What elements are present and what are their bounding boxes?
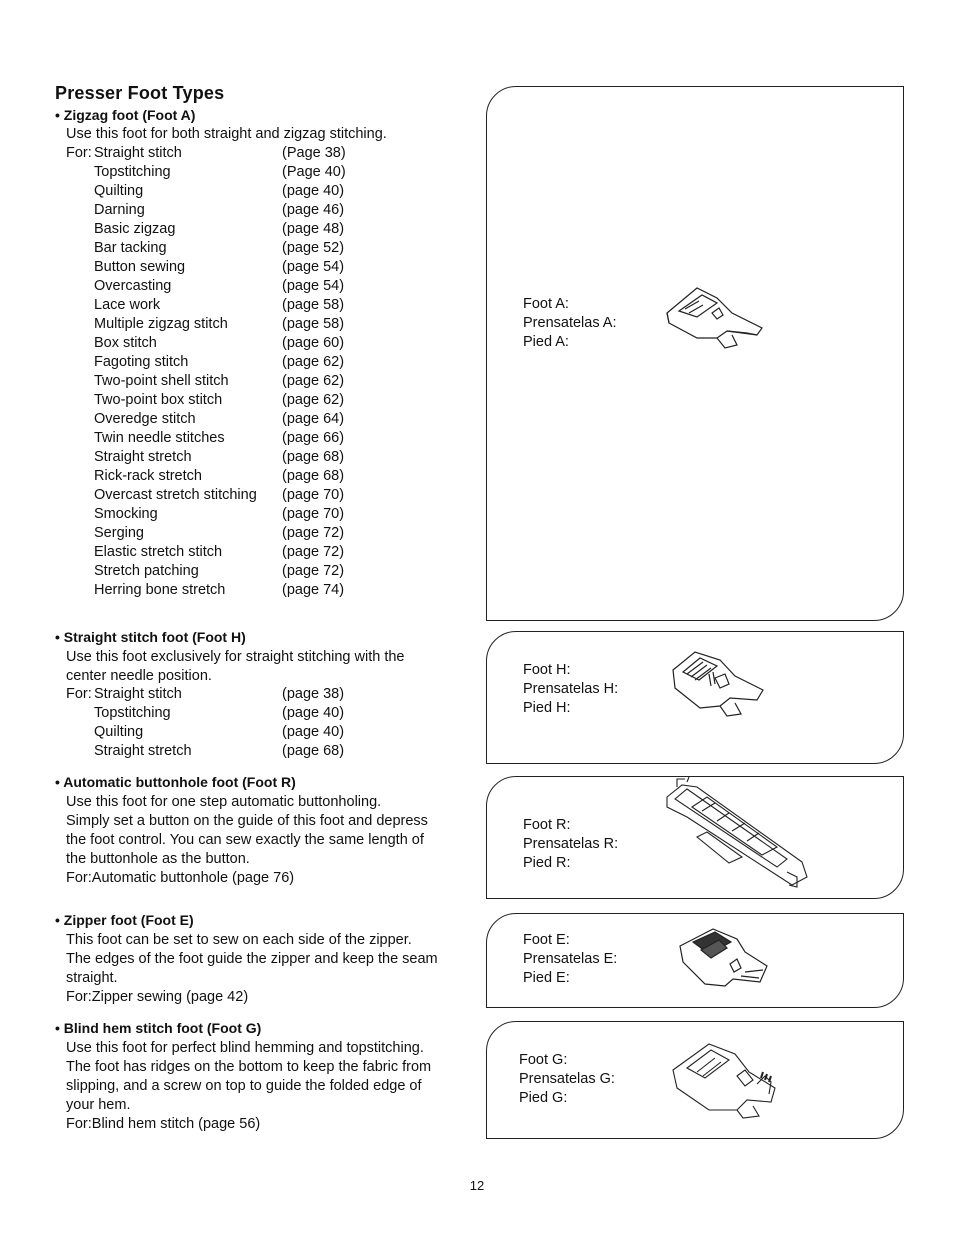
stitch-name: Bar tacking [94,240,167,256]
foot-label: Pied R: [523,855,571,871]
page-reference: (page 64) [282,411,345,427]
page-reference: (page 62) [282,392,345,408]
section-r-line: the buttonhole as the button. [66,851,250,867]
page-title: Presser Foot Types [55,83,225,103]
foot-label: Foot H: [523,662,571,678]
stitch-name: Elastic stretch stitch [94,544,223,560]
section-g-line: slipping, and a screw on top to guide the folded edge of [66,1078,422,1094]
stitch-name: Quilting [94,183,144,199]
page-reference: (page 40) [282,705,345,721]
stitch-name: Straight stretch [94,743,192,759]
foot-h-box [486,631,904,764]
foot-label: Pied H: [523,700,571,716]
section-a-for-prefix: For: [66,145,92,161]
stitch-name: Topstitching [94,705,171,721]
section-e-body [66,931,438,1007]
stitch-name: Multiple zigzag stitch [94,316,228,332]
page-reference: (page 70) [282,506,345,522]
stitch-name: Twin needle stitches [94,430,225,446]
foot-h-labels [523,661,618,718]
foot-label: Prensatelas G: [519,1071,615,1087]
page-reference: (page 72) [282,563,345,579]
page-reference: (page 40) [282,183,345,199]
stitch-name: Two-point shell stitch [94,373,229,389]
foot-r-box [486,776,904,899]
page-reference: (page 54) [282,278,345,294]
section-r-line: Use this foot for one step automatic buttonholing. [66,794,382,810]
page-reference: (page 72) [282,525,345,541]
section-g-line: your hem. [66,1097,131,1113]
foot-r-labels [523,816,618,873]
section-h-heading: • Straight stitch foot (Foot H) [55,629,246,645]
section-e-heading: • Zipper foot (Foot E) [55,912,194,928]
section-e-line: The edges of the foot guide the zipper and keep the seam [66,951,438,967]
section-h-for-prefix: For: [66,686,92,702]
section-a-heading: • Zigzag foot (Foot A) [55,107,196,123]
foot-h-illustration [665,648,775,723]
page-reference: (page 62) [282,373,345,389]
foot-label: Pied E: [523,970,570,986]
stitch-name: Serging [94,525,144,541]
stitch-name: Stretch patching [94,563,199,579]
section-g-line: For:Blind hem stitch (page 56) [66,1116,261,1132]
stitch-name: Box stitch [94,335,157,351]
foot-label: Foot E: [523,932,570,948]
page-reference: (page 48) [282,221,345,237]
page-reference: (Page 38) [282,145,346,161]
section-g-line: Use this foot for perfect blind hemming and topstitching. [66,1040,424,1056]
page-reference: (page 46) [282,202,345,218]
stitch-name: Fagoting stitch [94,354,189,370]
stitch-name: Darning [94,202,145,218]
section-r-line: For:Automatic buttonhole (page 76) [66,870,295,886]
foot-label: Prensatelas R: [523,836,619,852]
foot-a-box [486,86,904,621]
stitch-name: Rick-rack stretch [94,468,202,484]
foot-label: Prensatelas H: [523,681,619,697]
foot-r-illustration [657,777,817,897]
section-r-heading: • Automatic buttonhole foot (Foot R) [55,774,296,790]
stitch-name: Overcasting [94,278,172,294]
stitch-name: Lace work [94,297,161,313]
page-reference: (page 52) [282,240,345,256]
stitch-name: Button sewing [94,259,186,275]
section-r-line: the foot control. You can sew exactly the same length of [66,832,424,848]
section-g-heading: • Blind hem stitch foot (Foot G) [55,1020,262,1036]
page-reference: (page 72) [282,544,345,560]
section-r-body [66,793,428,888]
foot-g-illustration [667,1036,797,1131]
section-h-intro-2: center needle position. [66,668,212,684]
section-e-line: straight. [66,970,118,986]
page-reference: (page 66) [282,430,345,446]
stitch-name: Smocking [94,506,158,522]
foot-label: Pied A: [523,334,569,350]
page-reference: (page 54) [282,259,345,275]
stitch-name: Overedge stitch [94,411,196,427]
section-e-line: This foot can be set to sew on each side of the zipper. [66,932,412,948]
foot-label: Foot R: [523,817,571,833]
stitch-name: Herring bone stretch [94,582,226,598]
foot-label: Prensatelas A: [523,315,617,331]
page-number: 12 [469,1178,485,1193]
section-h-intro-1: Use this foot exclusively for straight stitching with the [66,649,405,665]
stitch-name: Straight stitch [94,686,182,702]
page-reference: (page 68) [282,468,345,484]
foot-e-illustration [675,924,785,994]
foot-a-illustration [657,283,787,363]
stitch-name: Two-point box stitch [94,392,223,408]
foot-label: Pied G: [519,1090,568,1106]
stitch-name: Quilting [94,724,144,740]
stitch-name: Basic zigzag [94,221,176,237]
section-g-body [66,1039,431,1134]
page-reference: (page 38) [282,686,345,702]
stitch-name: Straight stretch [94,449,192,465]
section-e-line: For:Zipper sewing (page 42) [66,989,249,1005]
page-reference: (page 70) [282,487,345,503]
page-reference: (page 68) [282,449,345,465]
page-reference: (Page 40) [282,164,346,180]
page-reference: (page 40) [282,724,345,740]
page-reference: (page 58) [282,297,345,313]
page-reference: (page 58) [282,316,345,332]
foot-g-labels [519,1051,615,1108]
foot-a-labels [523,295,617,352]
foot-label: Foot A: [523,296,569,312]
section-g-line: The foot has ridges on the bottom to keep the fabric from [66,1059,432,1075]
foot-e-labels [523,931,617,988]
page-reference: (page 62) [282,354,345,370]
stitch-name: Topstitching [94,164,171,180]
section-r-line: Simply set a button on the guide of this foot and depress [66,813,428,829]
page-reference: (page 68) [282,743,345,759]
page-reference: (page 74) [282,582,345,598]
foot-label: Foot G: [519,1052,568,1068]
foot-label: Prensatelas E: [523,951,618,967]
section-a-intro: Use this foot for both straight and zigzag stitching. [66,126,387,142]
foot-e-box [486,913,904,1008]
stitch-name: Straight stitch [94,145,182,161]
stitch-name: Overcast stretch stitching [94,487,257,503]
page-reference: (page 60) [282,335,345,351]
foot-g-box [486,1021,904,1139]
